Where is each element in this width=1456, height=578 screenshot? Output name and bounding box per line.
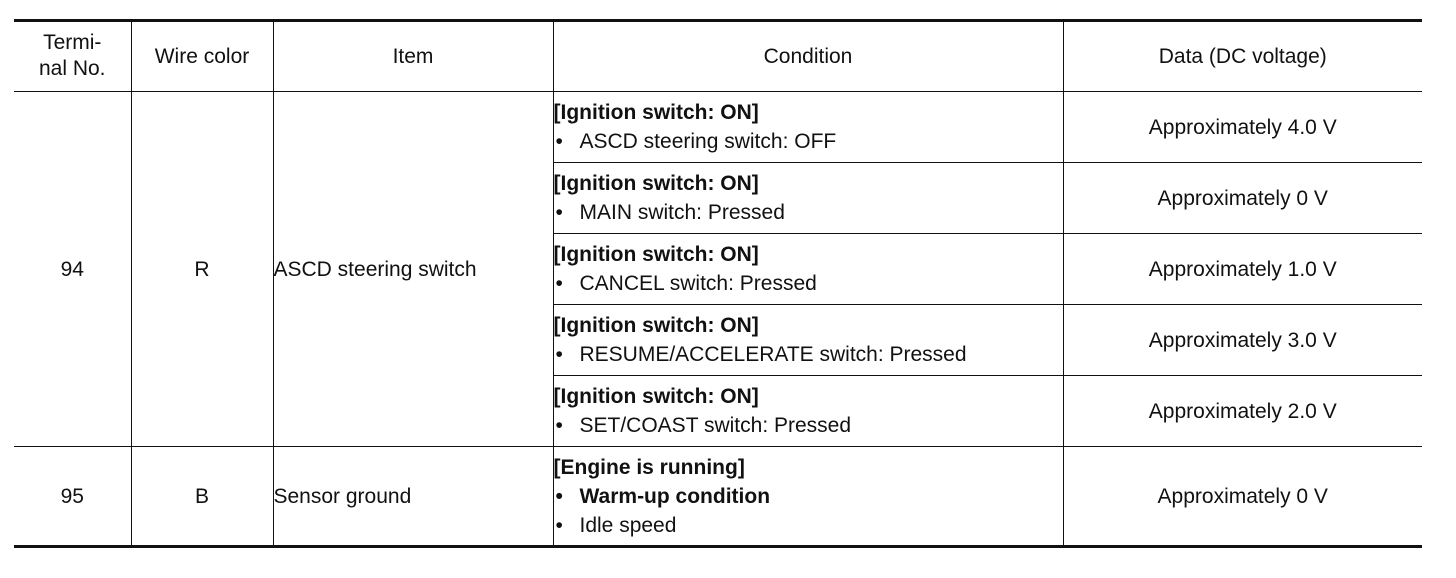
terminal-cell: 94 [14, 92, 131, 447]
data-cell: Approximately 0 V [1063, 163, 1422, 234]
bullet-icon: • [555, 343, 563, 366]
bullet-icon: • [555, 513, 563, 537]
condition-bullet: • Idle speed [554, 511, 1063, 540]
data-cell: Approximately 1.0 V [1063, 234, 1422, 305]
item-cell: ASCD steering switch [273, 92, 553, 447]
bullet-icon: • [555, 201, 563, 224]
condition-heading: [Ignition switch: ON] [553, 101, 759, 124]
item-cell: Sensor ground [273, 447, 553, 547]
header-wire-color: Wire color [131, 21, 273, 92]
data-cell: Approximately 3.0 V [1063, 305, 1422, 376]
table-row [14, 447, 1422, 547]
bullet-icon: • [555, 414, 563, 437]
condition-cell [553, 305, 1063, 376]
wire-color-cell: B [131, 447, 273, 547]
condition-cell [553, 376, 1063, 447]
condition-heading: [Ignition switch: ON] [553, 172, 759, 195]
terminal-spec-table [14, 19, 1422, 548]
condition-cell [553, 447, 1063, 547]
data-cell: Approximately 2.0 V [1063, 376, 1422, 447]
condition-heading: [Engine is running] [553, 455, 745, 479]
bullet-icon: • [555, 130, 563, 153]
condition-cell [553, 163, 1063, 234]
data-cell: Approximately 4.0 V [1063, 92, 1422, 163]
bullet-icon: • [555, 272, 563, 295]
header-data: Data (DC voltage) [1063, 21, 1422, 92]
header-condition: Condition [553, 21, 1063, 92]
condition-cell [553, 234, 1063, 305]
header-item: Item [273, 21, 553, 92]
bullet-icon: • [555, 484, 563, 508]
terminal-cell: 95 [14, 447, 131, 547]
condition-heading: [Ignition switch: ON] [553, 314, 759, 337]
header-row [14, 21, 1422, 92]
condition-bullet: • MAIN switch: Pressed [554, 198, 1063, 227]
condition-bullet: • CANCEL switch: Pressed [554, 269, 1063, 298]
wire-color-cell: R [131, 92, 273, 447]
condition-bullet: • ASCD steering switch: OFF [554, 127, 1063, 156]
condition-bullet: • RESUME/ACCELERATE switch: Pressed [554, 340, 1063, 369]
table-row [14, 92, 1422, 163]
condition-heading: [Ignition switch: ON] [553, 385, 759, 408]
condition-bullet: • SET/COAST switch: Pressed [554, 411, 1063, 440]
header-terminal-no: Termi- nal No. [14, 21, 131, 92]
condition-bullet: • Warm-up condition [554, 482, 1063, 511]
condition-heading: [Ignition switch: ON] [553, 243, 759, 266]
condition-cell [553, 92, 1063, 163]
data-cell: Approximately 0 V [1063, 447, 1422, 547]
